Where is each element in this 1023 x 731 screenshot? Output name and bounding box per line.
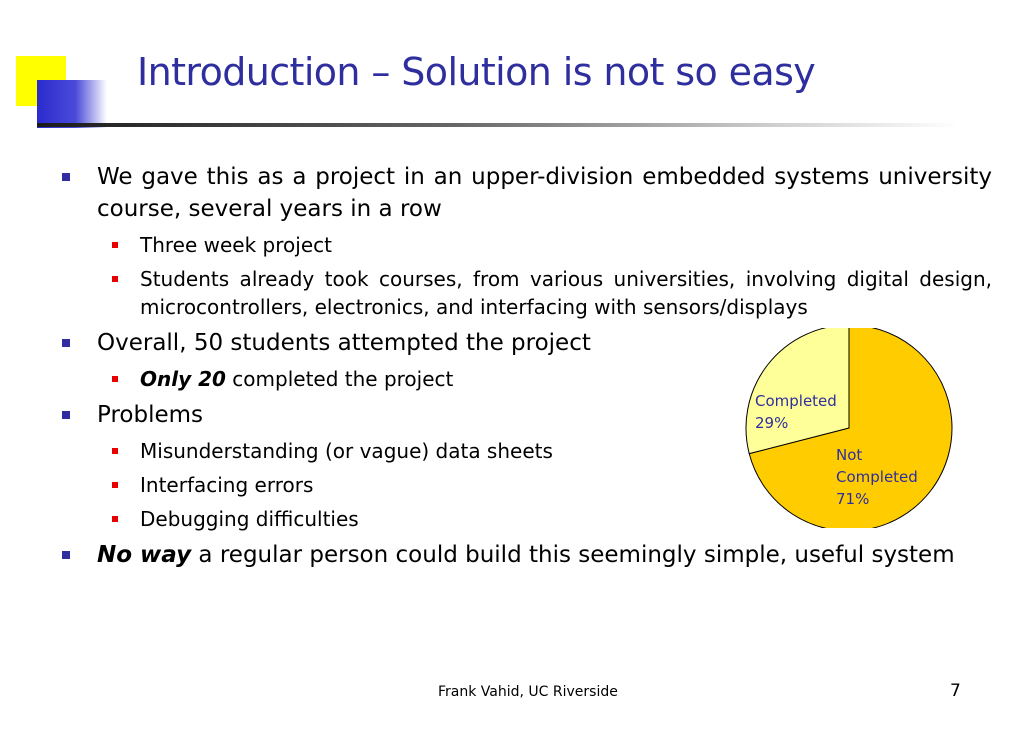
bullet-course-project <box>60 161 992 225</box>
bullet-text: a regular person could build this seemingly simple, useful system <box>191 542 955 568</box>
completion-pie-chart <box>740 328 960 528</box>
bullet-text: We gave this as a project in an upper-division embedded systems university course, several years in a row <box>97 164 992 222</box>
bullet-marker <box>62 551 70 559</box>
slide-title: Introduction – Solution is not so easy <box>137 50 816 94</box>
pie-label-completed: Completed 29% <box>755 392 837 432</box>
sub-bullet-text: completed the project <box>225 367 454 391</box>
bullet-marker <box>62 411 70 419</box>
bullet-no-way <box>60 539 992 571</box>
title-decoration-blue-bar <box>37 80 107 128</box>
sub-bullet-text: Students already took courses, from various universities, involving digital design, microcontrollers, electronics, and interfacing with sensors/displays <box>140 267 992 319</box>
sub-bullet-text: Interfacing errors <box>140 473 314 497</box>
bullet-text: Problems <box>97 402 204 428</box>
sub-bullet-prior-courses <box>60 265 992 321</box>
sub-bullet-marker <box>112 516 118 522</box>
bullet-text: Overall, 50 students attempted the project <box>97 330 591 356</box>
sub-bullet-marker <box>112 376 118 382</box>
bullet-marker <box>62 173 70 181</box>
sub-bullet-text: Debugging difficulties <box>140 507 359 531</box>
sub-bullet-marker <box>112 242 118 248</box>
sub-bullet-text: Misunderstanding (or vague) data sheets <box>140 439 553 463</box>
bullet-marker <box>62 339 70 347</box>
sub-bullet-marker <box>112 276 118 282</box>
title-underline <box>37 123 960 127</box>
sub-bullet-marker <box>112 482 118 488</box>
emphasis-text: Only 20 <box>140 367 226 391</box>
pie-svg <box>740 328 960 528</box>
sub-bullet-marker <box>112 448 118 454</box>
sub-bullet-three-week <box>60 231 992 259</box>
pie-label-not-completed: Not Completed 71% <box>836 446 918 508</box>
sub-bullet-text: Three week project <box>140 233 332 257</box>
page-number: 7 <box>950 681 961 701</box>
slide-footer: Frank Vahid, UC Riverside <box>438 684 618 700</box>
emphasis-text: No way <box>97 542 192 568</box>
